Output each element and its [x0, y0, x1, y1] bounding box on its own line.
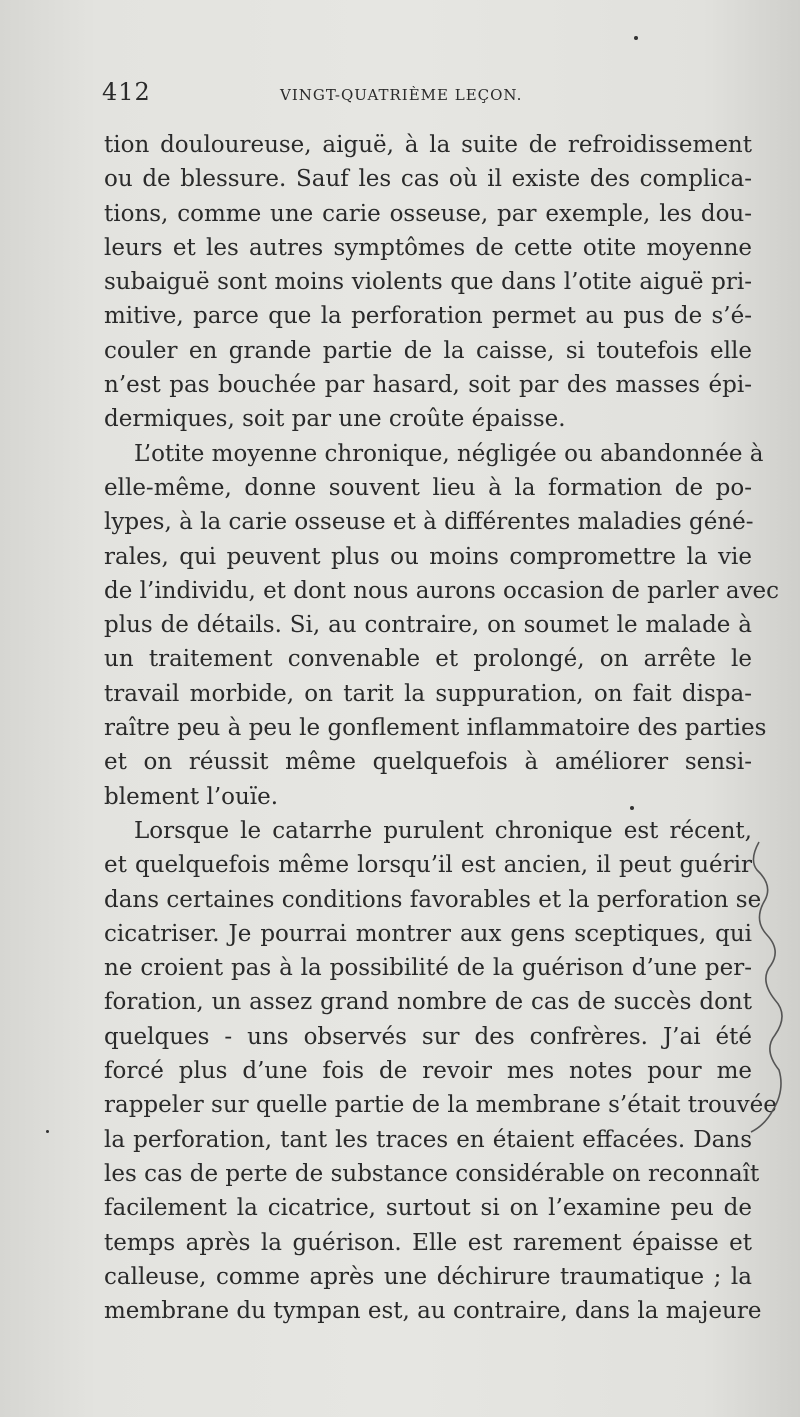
paragraph-first-line: L’otite moyenne chronique, négligée ou abandonnée à	[134, 440, 764, 467]
text-line: mitive, parce que la perforation permet au pus de s’é-	[104, 303, 752, 330]
text-line: forcé plus d’une fois de revoir mes notes pour me	[104, 1058, 752, 1085]
page-number: 412	[102, 78, 151, 106]
handwritten-bracket	[751, 842, 782, 1132]
paragraph-first-line: Lorsque le catarrhe purulent chronique est récent,	[134, 817, 752, 844]
text-line: foration, un assez grand nombre de cas de succès dont	[104, 989, 752, 1016]
ink-speck	[630, 806, 634, 810]
text-line: n’est pas bouchée par hasard, soit par des masses épi-	[104, 372, 752, 399]
text-line: lypes, à la carie osseuse et à différentes maladies géné-	[104, 509, 754, 536]
paragraph-end-line: dermiques, soit par une croûte épaisse.	[104, 406, 566, 433]
text-line: leurs et les autres symptômes de cette otite moyenne	[104, 234, 752, 261]
text-line: dans certaines conditions favorables et la perforation se	[104, 886, 762, 913]
text-line: et on réussit même quelquefois à améliorer sensi-	[104, 749, 752, 776]
body-text	[104, 128, 780, 1328]
text-line: un traitement convenable et prolongé, on arrête le	[104, 646, 752, 673]
text-line: plus de détails. Si, au contraire, on soumet le malade à	[104, 612, 752, 639]
text-line: rappeler sur quelle partie de la membrane s’était trouvée	[104, 1092, 777, 1119]
text-line: la perforation, tant les traces en étaient effacées. Dans	[104, 1126, 752, 1153]
text-line: couler en grande partie de la caisse, si toutefois elle	[104, 337, 752, 364]
text-line: tion douloureuse, aiguë, à la suite de refroidissement	[104, 132, 752, 158]
margin-bracket-marks	[745, 840, 790, 1140]
page-header	[102, 78, 662, 118]
text-line: de l’individu, et dont nous aurons occasion de parler avec	[104, 577, 780, 604]
ink-speck	[634, 36, 638, 40]
paragraph-end-line: blement l’ouïe.	[104, 783, 279, 810]
text-line: temps après la guérison. Elle est rarement épaisse et	[104, 1229, 752, 1256]
text-line: elle-même, donne souvent lieu à la formation de po-	[104, 474, 752, 501]
running-title: VINGT-QUATRIÈME LEÇON.	[280, 86, 523, 104]
text-line: cicatriser. Je pourrai montrer aux gens sceptiques, qui	[104, 920, 752, 947]
text-line: quelques - uns observés sur des confrères. J’ai été	[104, 1023, 752, 1050]
text-line: ne croient pas à la possibilité de la guérison d’une per-	[104, 955, 752, 982]
text-line: subaiguë sont moins violents que dans l’otite aiguë pri-	[104, 269, 752, 296]
text-line: calleuse, comme après une déchirure traumatique ; la	[104, 1263, 752, 1290]
ink-speck	[46, 1130, 49, 1133]
text-line: travail morbide, on tarit la suppuration, on fait dispa-	[104, 680, 752, 707]
text-line: membrane du tympan est, au contraire, dans la majeure	[104, 1298, 762, 1325]
text-line: ou de blessure. Sauf les cas où il existe des complica-	[104, 166, 752, 193]
text-line: facilement la cicatrice, surtout si on l’examine peu de	[104, 1195, 752, 1222]
text-line: les cas de perte de substance considérable on reconnaît	[104, 1160, 760, 1187]
text-line: raître peu à peu le gonflement inflammatoire des parties	[104, 715, 767, 742]
text-line: et quelquefois même lorsqu’il est ancien, il peut guérir	[104, 852, 752, 879]
text-line: rales, qui peuvent plus ou moins compromettre la vie	[104, 543, 752, 570]
text-line: tions, comme une carie osseuse, par exemple, les dou-	[104, 200, 752, 227]
